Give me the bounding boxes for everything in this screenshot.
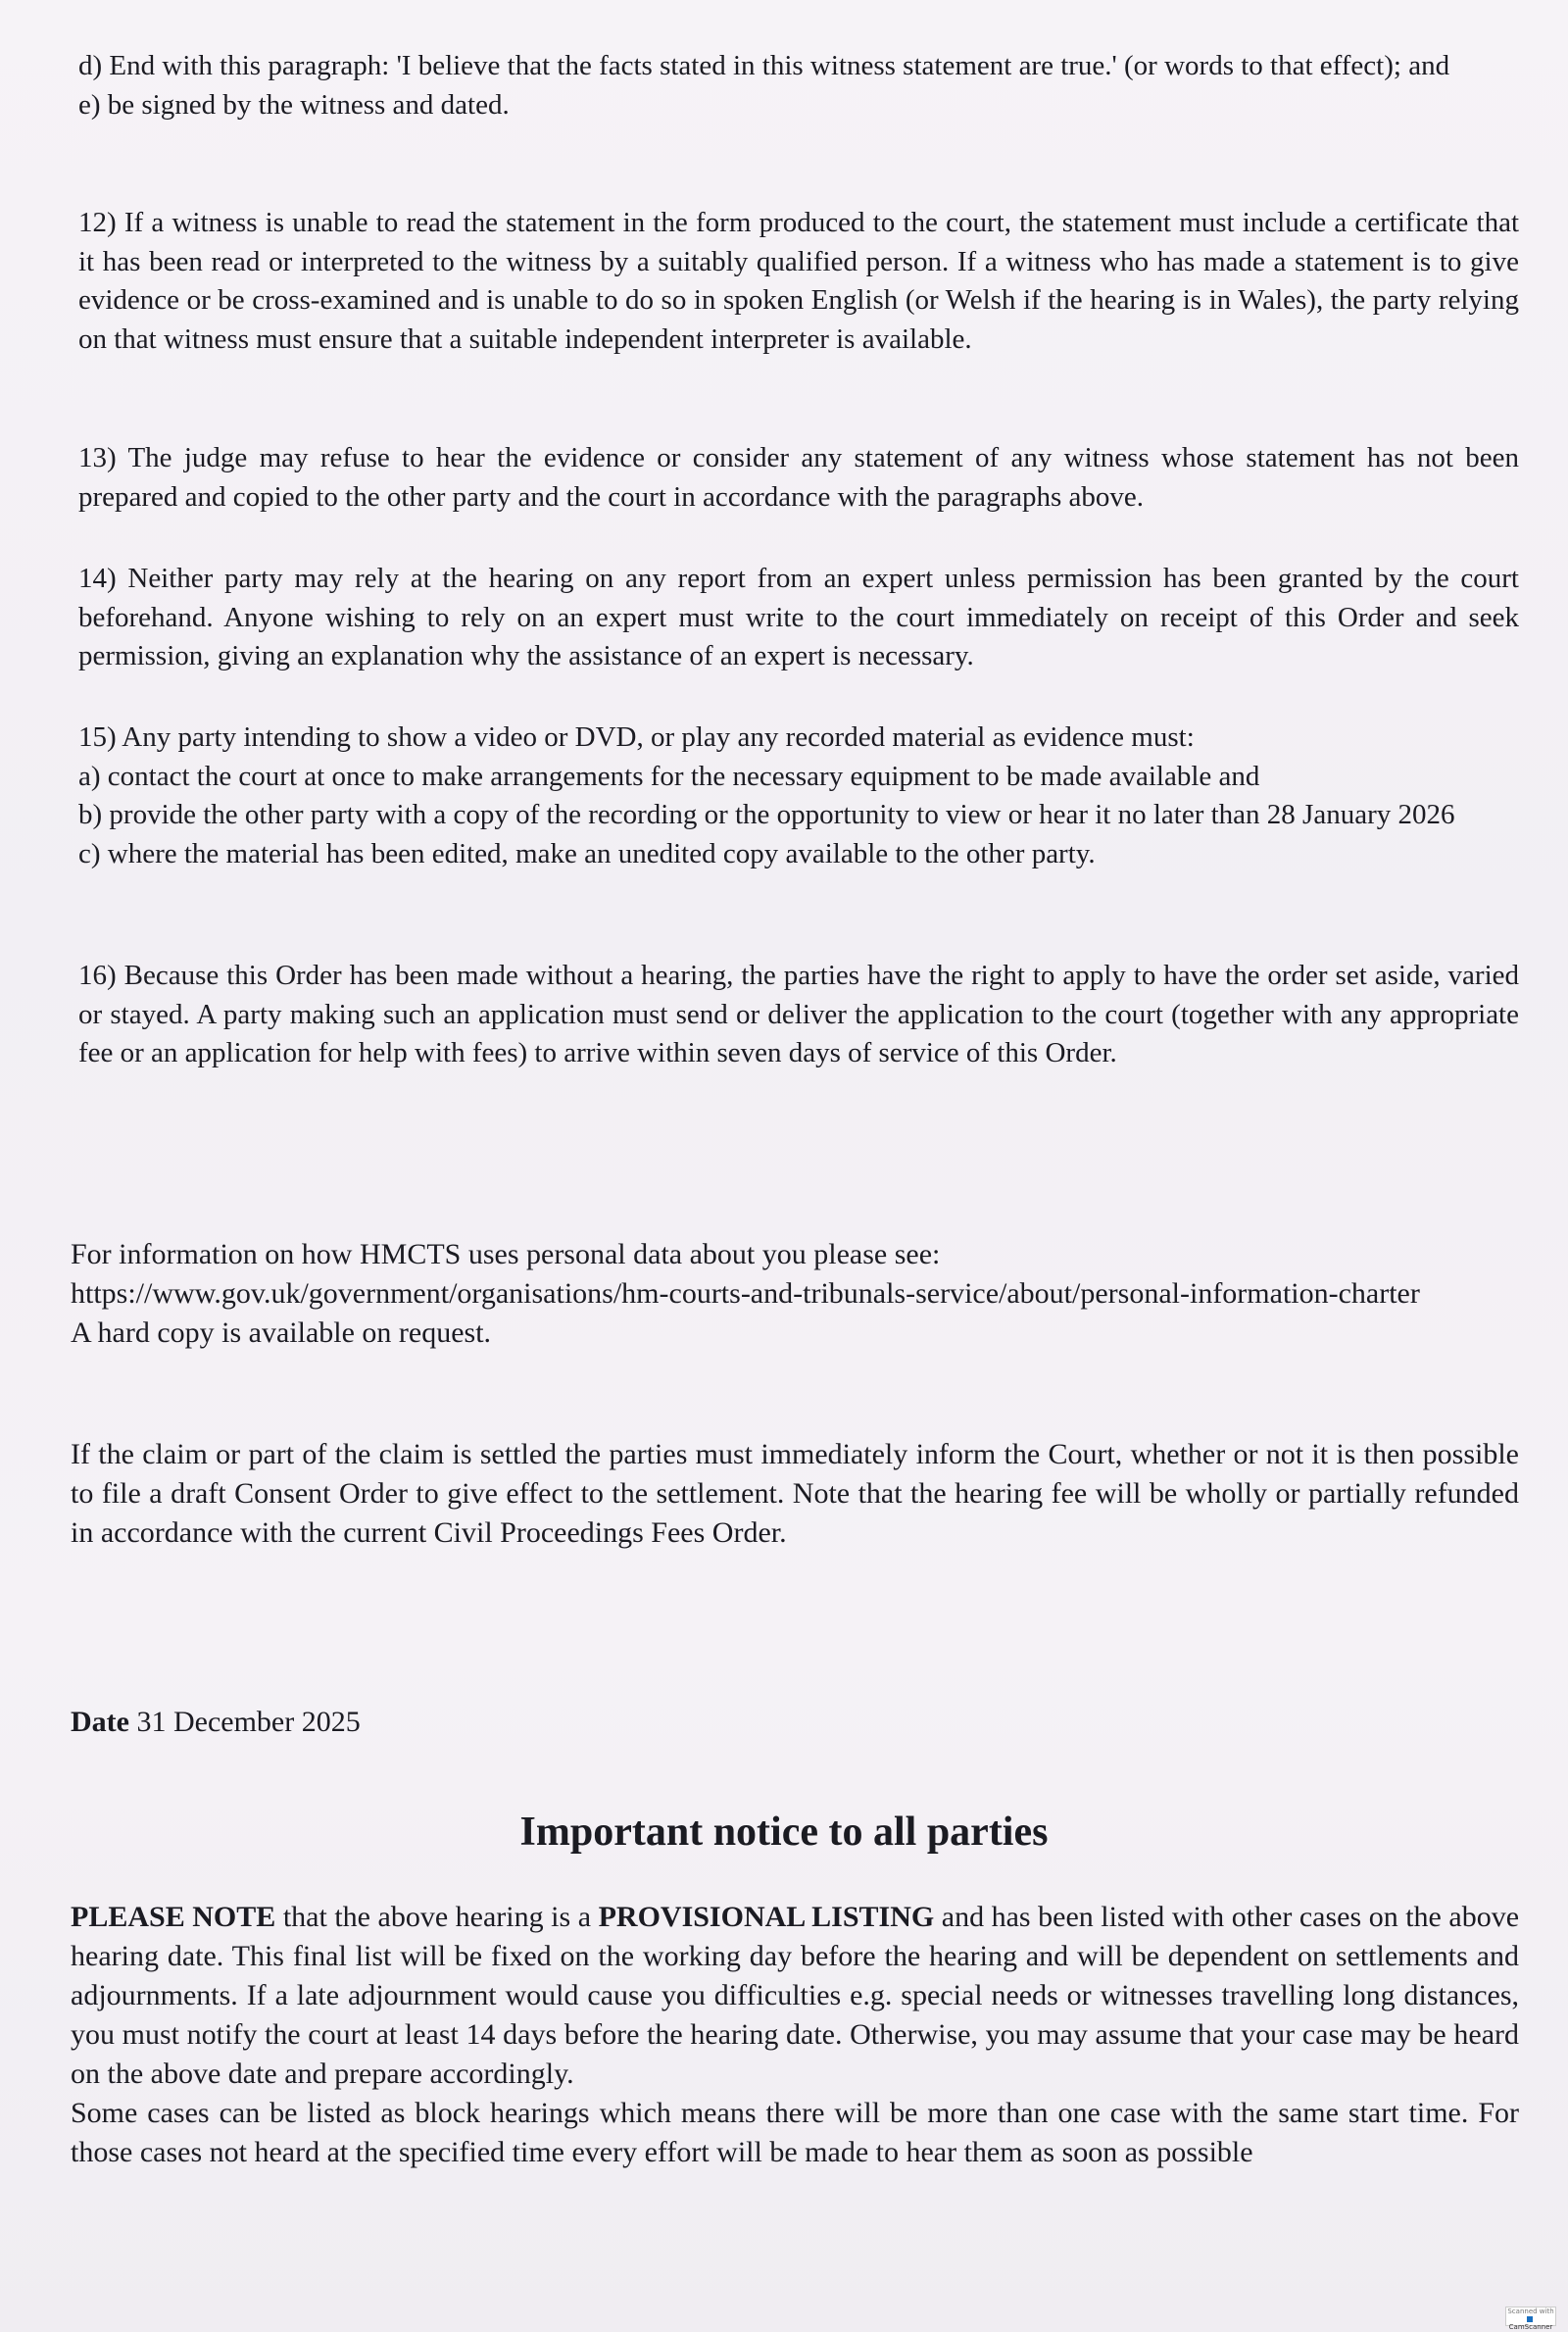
please-note-label: PLEASE NOTE [71,1901,276,1933]
date-value: 31 December 2025 [136,1706,361,1738]
notice-title: Important notice to all parties [519,1810,1049,1855]
provisional-listing-label: PROVISIONAL LISTING [598,1901,935,1933]
notice-text-2: and has been listed with other cases on the above hearing date. This final list will be fixed on the working day before the hearing and will be dependent on settlements and adjournments. If a late adjournment would cause you difficulties e.g. special needs or witnesses travelling long distances, you must notify the court at least 14 days before the hearing date. Otherwise, you may assume that your case may be heard on the above date and prepare accordingly. [71,1901,1520,2090]
info-line: For information on how HMCTS uses personal data about you please see: [71,1238,941,1270]
paragraph-15 [78,719,1519,873]
notice-paragraph [71,1898,1519,2172]
settlement-paragraph [71,1435,1519,1553]
paragraph-line: c) where the material has been edited, make an unedited copy available to the other party. [78,837,1096,869]
personal-data-info [71,1235,1519,1353]
paragraph-13 [78,439,1519,517]
paragraph-line: 16) Because this Order has been made without a hearing, the parties have the right to apply to have the order set aside, varied or stayed. A party making such an application must send or deliver the application to the court (together with any appropriate fee or an application for help with fees) to arrive within seven days of service of this Order. [78,960,1519,1068]
scanner-label: Scanned with [1507,2307,1554,2315]
paragraph-16 [78,957,1519,1073]
order-date [71,1706,361,1739]
camscanner-watermark [1505,2307,1556,2331]
info-line: A hard copy is available on request. [71,1316,492,1349]
paragraph-line: a) contact the court at once to make arrangements for the necessary equipment to be made available and [78,760,1260,792]
personal-information-charter-link[interactable]: https://www.gov.uk/government/organisations/hm-courts-and-tribunals-service/about/personal-information-charter [71,1277,1420,1310]
paragraph-line: d) End with this paragraph: 'I believe that the facts stated in this witness statement are true.' (or words to that effect); and [78,50,1450,81]
paragraph-line: 13) The judge may refuse to hear the evidence or consider any statement of any witness whose statement has not been prepared and copied to the other party and the court in accordance with the paragraphs above. [78,442,1519,513]
paragraph-line: 14) Neither party may rely at the hearing on any report from an expert unless permission has been granted by the court beforehand. Anyone wishing to rely on an expert must write to the court immediately on receipt of this Order and seek permission, giving an explanation why the assistance of an expert is necessary. [78,563,1519,671]
paragraph-11-de [78,47,1519,124]
paragraph-14 [78,560,1519,676]
date-label: Date [71,1706,129,1738]
notice-text-1: that the above hearing is a [282,1901,592,1933]
paragraph-line: 12) If a witness is unable to read the statement in the form produced to the court, the statement must include a certificate that it has been read or interpreted to the witness by a suitably qualified person. If a witness who has made a statement is to give evidence or be cross-examined and is unable to do so in spoken English (or Welsh if the hearing is in Wales), the party relying on that witness must ensure that a suitable independent interpreter is available. [78,207,1519,355]
paragraph-line: e) be signed by the witness and dated. [78,88,510,121]
block-hearings-text: Some cases can be listed as block hearings which means there will be more than one case with the same start time. For those cases not heard at the specified time every effort will be made to hear them as soon as possible [71,2097,1519,2168]
paragraph-12 [78,204,1519,359]
settlement-text: If the claim or part of the claim is settled the parties must immediately inform the Court, whether or not it is then possible to file a draft Consent Order to give effect to the settlement. Note that the hearing fee will be wholly or partially refunded in accordance with the current Civil Proceedings Fees Order. [71,1438,1519,1549]
paragraph-line: b) provide the other party with a copy of the recording or the opportunity to view or hear it no later than 28 January 2026 [78,799,1455,830]
scanner-brand: CamScanner [1508,2323,1553,2331]
camscanner-logo-icon [1527,2316,1533,2322]
paragraph-line: 15) Any party intending to show a video or DVD, or play any recorded material as evidence must: [78,721,1195,753]
